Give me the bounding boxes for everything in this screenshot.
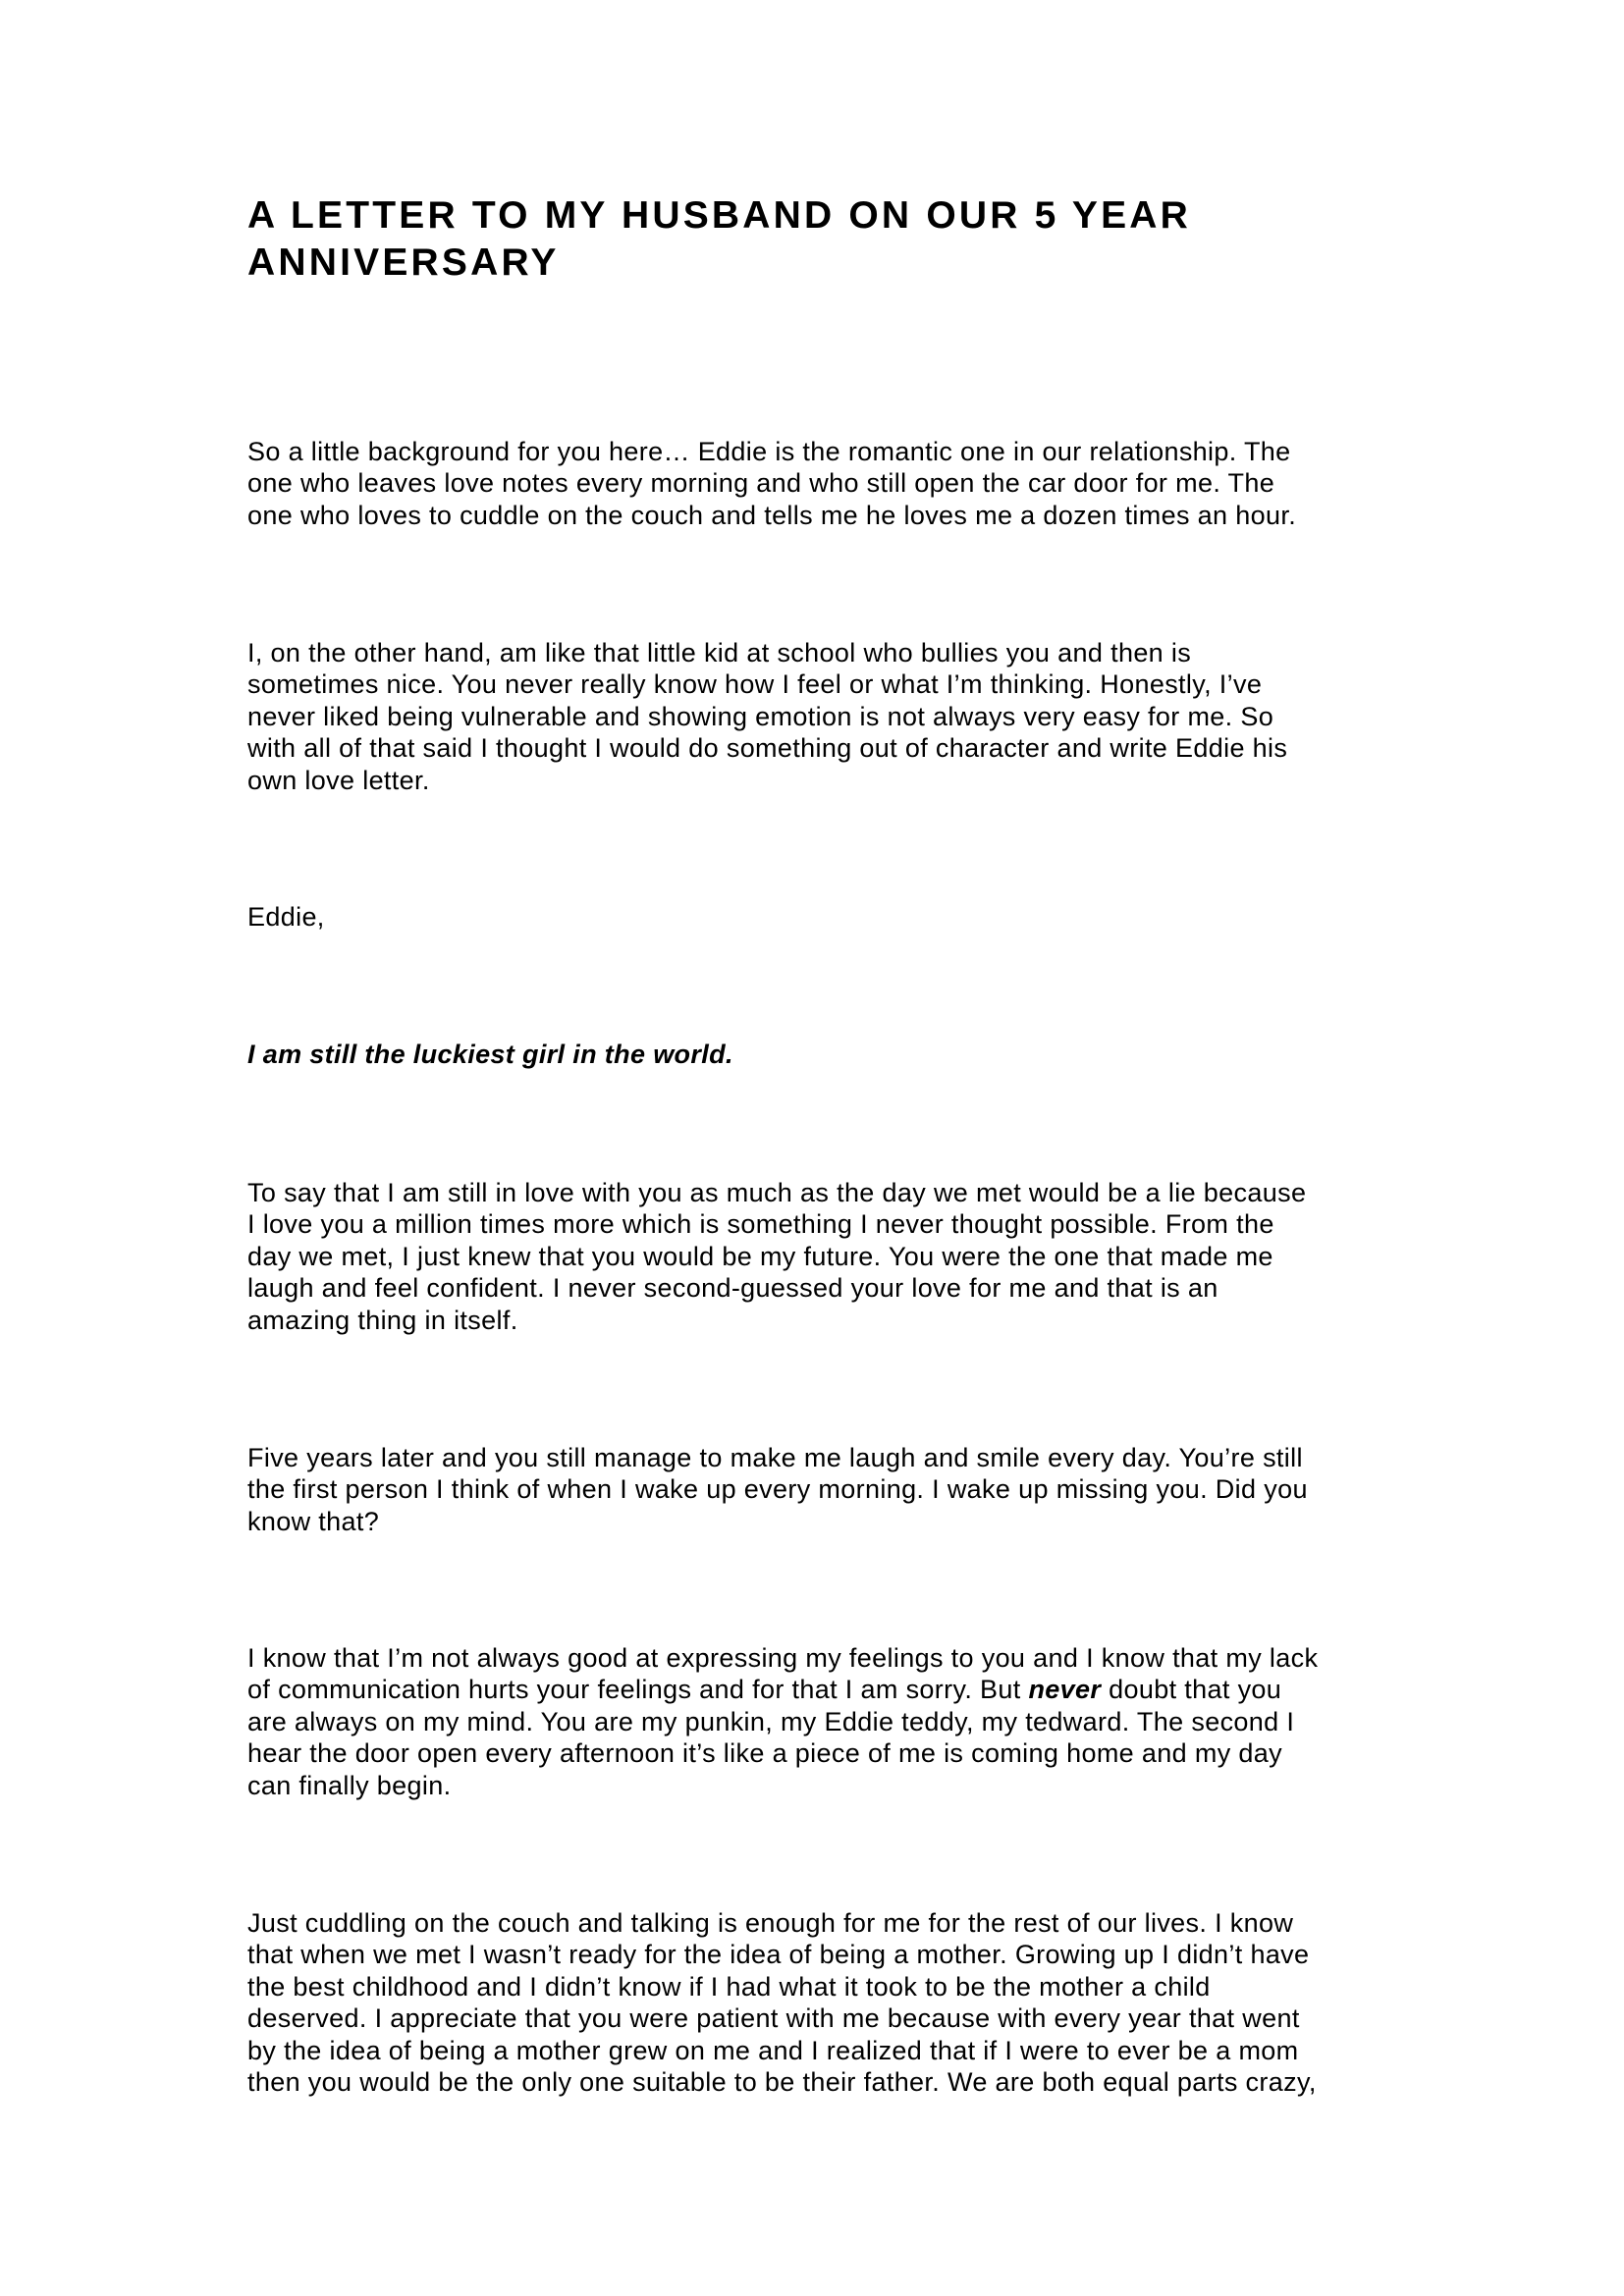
text-line: the first person I think of when I wake up every morning. I wake up missing you. Did you — [247, 1474, 1308, 1505]
text-segment: doubt that you — [1101, 1675, 1282, 1705]
text-line: that when we met I wasn’t ready for the idea of being a mother. Growing up I didn’t have — [247, 1940, 1310, 1970]
text-line: laugh and feel confident. I never second-guessed your love for me and that is an — [247, 1273, 1218, 1304]
text-line-mixed — [247, 1674, 1416, 1705]
text-segment: of communication hurts your feelings and for that I am sorry. But — [247, 1675, 1029, 1705]
text-line: deserved. I appreciate that you were patient with me because with every year that went — [247, 2003, 1300, 2034]
paragraph-background — [247, 436, 1416, 531]
text-line: are always on my mind. You are my punkin, my Eddie teddy, my tedward. The second I — [247, 1706, 1295, 1736]
paragraph-in-love — [247, 1177, 1416, 1336]
text-line: Five years later and you still manage to make me laugh and smile every day. You’re still — [247, 1443, 1303, 1472]
text-line: one who leaves love notes every morning and who still open the car door for me. The — [247, 468, 1275, 499]
text-line: I know that I’m not always good at expressing my feelings to you and I know that my lack — [247, 1643, 1319, 1673]
emphasis-word: never — [1028, 1675, 1102, 1705]
letter-title — [247, 192, 1406, 287]
text-line: I, on the other hand, am like that little kid at school who bullies you and then is — [247, 638, 1192, 667]
text-line: by the idea of being a mother grew on me and I realized that if I were to ever be a mom — [247, 2035, 1299, 2065]
paragraph-cuddling — [247, 1907, 1416, 2098]
emphasis-line — [247, 1039, 1416, 1070]
text-line: the best childhood and I didn’t know if I had what it took to be the mother a child — [247, 1971, 1211, 2002]
salutation — [247, 901, 1416, 933]
text-line: sometimes nice. You never really know how I feel or what I’m thinking. Honestly, I’ve — [247, 669, 1263, 700]
title-line-2: ANNIVERSARY — [247, 241, 560, 284]
text-line: with all of that said I thought I would do something out of character and write Eddie his — [247, 733, 1288, 764]
text-line: To say that I am still in love with you as much as the day we met would be a lie because — [247, 1178, 1307, 1207]
text-line: can finally begin. — [247, 1770, 452, 1800]
text-line: amazing thing in itself. — [247, 1305, 518, 1335]
text-line: then you would be the only one suitable to be their father. We are both equal parts crazy, — [247, 2067, 1317, 2098]
text-line: I love you a million times more which is something I never thought possible. From the — [247, 1209, 1274, 1240]
paragraph-five-years — [247, 1442, 1416, 1537]
text-line: never liked being vulnerable and showing emotion is not always very easy for me. So — [247, 701, 1274, 731]
text-line: Eddie, — [247, 902, 325, 932]
text-line: know that? — [247, 1506, 380, 1536]
text-line: Just cuddling on the couch and talking is enough for me for the rest of our lives. I know — [247, 1908, 1294, 1938]
text-line: own love letter. — [247, 765, 430, 795]
paragraph-expressing-feelings — [247, 1642, 1416, 1801]
text-line: So a little background for you here… Eddie is the romantic one in our relationship. The — [247, 437, 1291, 466]
text-line: hear the door open every afternoon it’s like a piece of me is coming home and my day — [247, 1738, 1282, 1769]
text-line: one who loves to cuddle on the couch and tells me he loves me a dozen times an hour. — [247, 500, 1297, 530]
text-line: day we met, I just knew that you would be my future. You were the one that made me — [247, 1241, 1273, 1271]
title-line-1: A LETTER TO MY HUSBAND ON OUR 5 YEAR — [247, 194, 1192, 237]
paragraph-other-hand — [247, 637, 1416, 796]
text-line: I am still the luckiest girl in the world. — [247, 1040, 733, 1069]
